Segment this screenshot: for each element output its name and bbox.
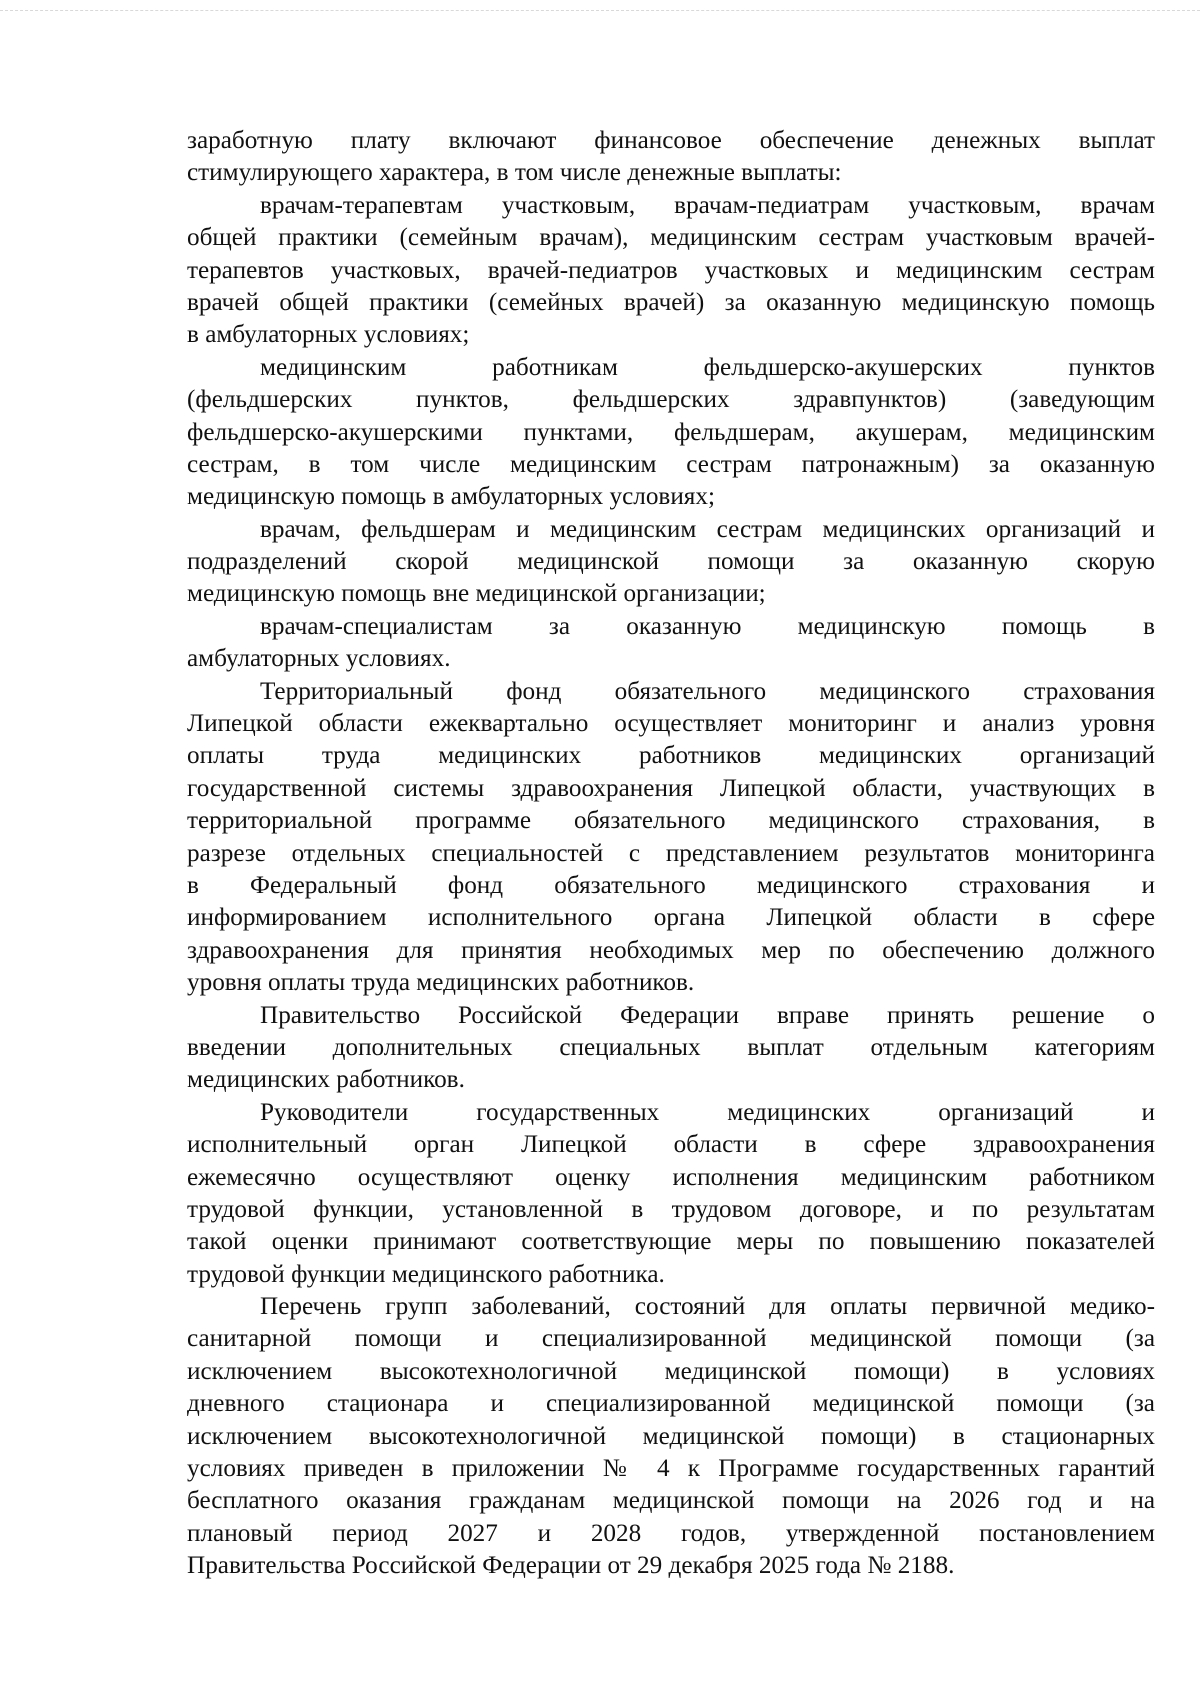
text-line: (фельдшерских пунктов, фельдшерских здравпунктов) (заведующим (187, 386, 1155, 414)
text-line: в амбулаторных условиях; (187, 321, 470, 349)
scan-edge-line (0, 10, 1200, 11)
text-line: Перечень групп заболеваний, состояний для оплаты первичной медико- (260, 1293, 1155, 1321)
text-line: врачам-специалистам за оказанную медицинскую помощь в (260, 612, 1155, 640)
text-line: трудовой функции медицинского работника. (187, 1260, 665, 1288)
text-line: амбулаторных условиях. (187, 645, 451, 673)
document-body (187, 125, 1155, 1583)
paragraph-p4 (187, 514, 1155, 611)
text-line: медицинскую помощь вне медицинской организации; (187, 580, 766, 608)
text-line: в Федеральный фонд обязательного медицинского страхования и (187, 871, 1155, 899)
text-line: подразделений скорой медицинской помощи за оказанную скорую (187, 548, 1155, 576)
paragraph-p3 (187, 352, 1155, 514)
text-line: исполнительный орган Липецкой области в сфере здравоохранения (187, 1131, 1155, 1159)
paragraph-p7 (187, 1000, 1155, 1097)
text-line: такой оценки принимают соответствующие меры по повышению показателей (187, 1228, 1155, 1256)
text-line: врачам, фельдшерам и медицинским сестрам медицинских организаций и (260, 515, 1155, 543)
text-line: стимулирующего характера, в том числе денежные выплаты: (187, 159, 842, 187)
text-line: Территориальный фонд обязательного медицинского страхования (260, 677, 1155, 705)
text-line: сестрам, в том числе медицинским сестрам патронажным) за оказанную (187, 450, 1155, 478)
text-line: медицинскую помощь в амбулаторных условиях; (187, 483, 715, 511)
text-line: территориальной программе обязательного медицинского страхования, в (187, 807, 1155, 835)
text-line: фельдшерско-акушерскими пунктами, фельдшерам, акушерам, медицинским (187, 418, 1155, 446)
text-line: здравоохранения для принятия необходимых мер по обеспечению должного (187, 936, 1155, 964)
text-line: разрезе отдельных специальностей с представлением результатов мониторинга (187, 839, 1155, 867)
text-line: Правительства Российской Федерации от 29 декабря 2025 года № 2188. (187, 1552, 955, 1580)
text-line: заработную плату включают финансовое обеспечение денежных выплат (187, 127, 1155, 154)
text-line: трудовой функции, установленной в трудовом договоре, и по результатам (187, 1195, 1155, 1223)
paragraph-p5 (187, 611, 1155, 676)
text-line: медицинских работников. (187, 1066, 465, 1094)
text-line: терапевтов участковых, врачей-педиатров участковых и медицинским сестрам (187, 256, 1155, 284)
text-line: Липецкой области ежеквартально осуществляет мониторинг и анализ уровня (187, 710, 1155, 738)
paragraph-p6 (187, 676, 1155, 1000)
text-line: ежемесячно осуществляют оценку исполнения медицинским работником (187, 1163, 1155, 1191)
text-line: медицинским работникам фельдшерско-акушерских пунктов (260, 353, 1155, 381)
text-line: бесплатного оказания гражданам медицинской помощи на 2026 год и на (187, 1487, 1155, 1515)
text-line: дневного стационара и специализированной медицинской помощи (за (187, 1390, 1155, 1418)
paragraph-p1 (187, 125, 1155, 190)
paragraph-p8 (187, 1097, 1155, 1291)
text-line: Правительство Российской Федерации вправе принять решение о (260, 1001, 1155, 1029)
text-line: Руководители государственных медицинских организаций и (260, 1098, 1155, 1126)
text-line: врачей общей практики (семейных врачей) за оказанную медицинскую помощь (187, 288, 1155, 316)
text-line: оплаты труда медицинских работников медицинских организаций (187, 742, 1155, 770)
text-line: плановый период 2027 и 2028 годов, утвержденной постановлением (187, 1519, 1155, 1547)
text-line: общей практики (семейным врачам), медицинским сестрам участковым врачей- (187, 224, 1155, 252)
text-line: условиях приведен в приложении № 4 к Программе государственных гарантий (187, 1455, 1155, 1483)
paragraph-p2 (187, 190, 1155, 352)
text-line: уровня оплаты труда медицинских работников. (187, 969, 695, 997)
text-line: врачам-терапевтам участковым, врачам-педиатрам участковым, врачам (260, 191, 1155, 219)
text-line: введении дополнительных специальных выплат отдельным категориям (187, 1033, 1155, 1061)
text-line: санитарной помощи и специализированной медицинской помощи (за (187, 1325, 1155, 1353)
text-line: исключением высокотехнологичной медицинской помощи) в стационарных (187, 1422, 1155, 1450)
text-line: государственной системы здравоохранения Липецкой области, участвующих в (187, 774, 1155, 802)
paragraph-p9 (187, 1291, 1155, 1583)
text-line: информированием исполнительного органа Липецкой области в сфере (187, 904, 1155, 932)
text-line: исключением высокотехнологичной медицинской помощи) в условиях (187, 1357, 1155, 1385)
